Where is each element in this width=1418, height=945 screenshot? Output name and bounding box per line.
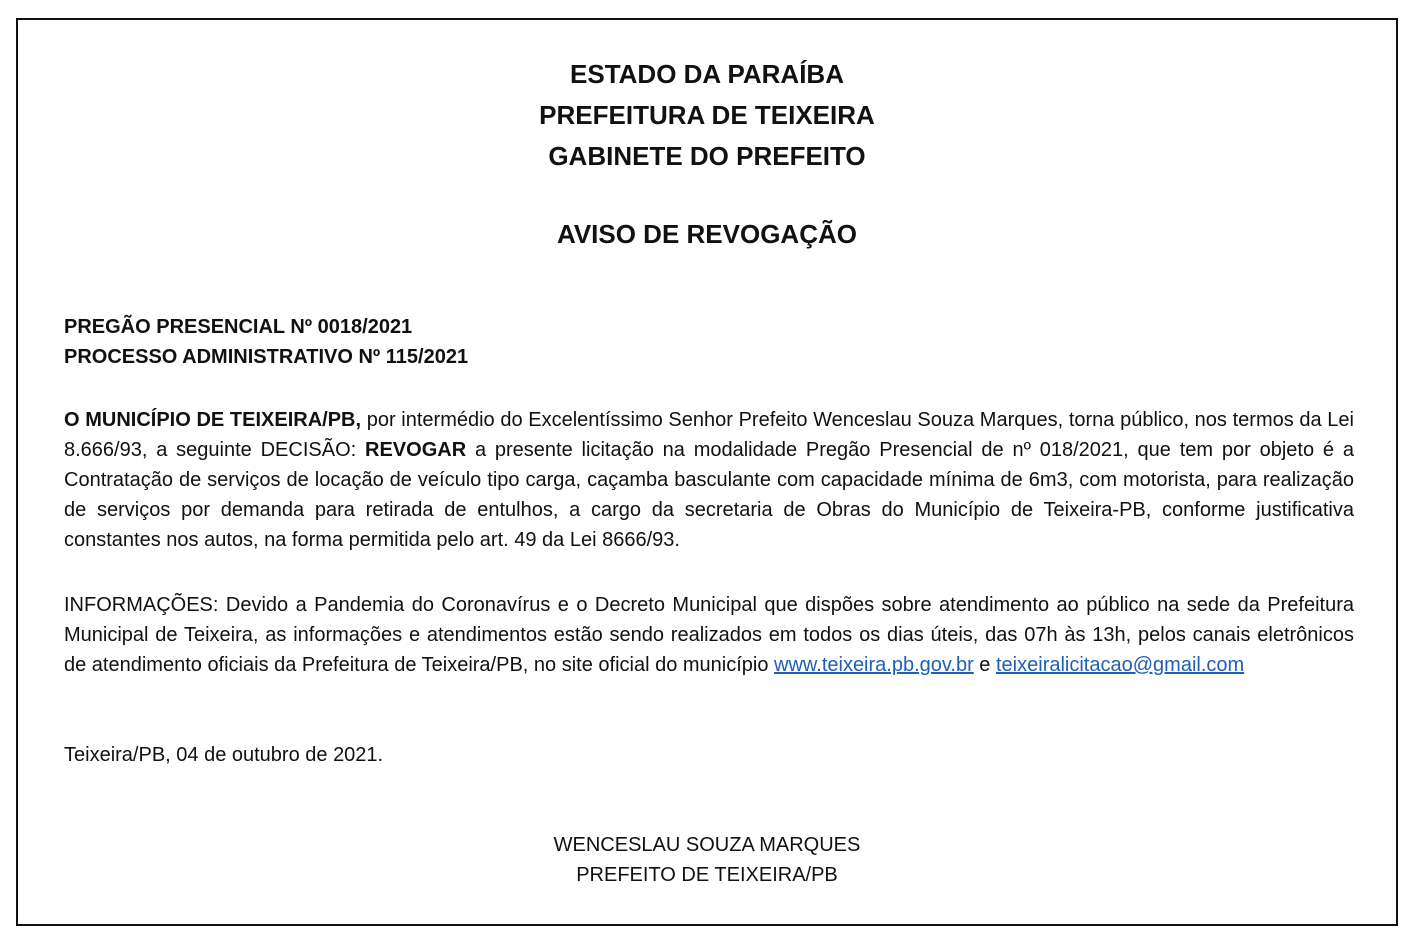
header-office: GABINETE DO PREFEITO [548, 141, 866, 171]
decision-text-1: por intermédio do Excelentíssimo Senhor Prefeito Wenceslau Souza Marques, torna público, nos termos da Lei 8.666/93, a seguinte DECISÃO: [64, 409, 1354, 461]
pregao-reference: PREGÃO PRESENCIAL Nº 0018/2021 [64, 316, 413, 338]
decision-subject: O MUNICÍPIO DE TEIXEIRA/PB, [64, 409, 362, 431]
notice-title: AVISO DE REVOGAÇÃO [556, 219, 857, 249]
document-header [18, 54, 1396, 177]
document-frame [16, 18, 1398, 926]
header-city-hall: PREFEITURA DE TEIXEIRA [539, 100, 875, 130]
email-link[interactable]: teixeiralicitacao@gmail.com [996, 654, 1245, 676]
information-text: INFORMAÇÕES: Devido a Pandemia do Coronavírus e o Decreto Municipal que dispões sobre atendimento ao público na sede da Prefeitura Municipal de Teixeira, as informações e atendimentos estão sendo realizados em todos os dias úteis, das 07h às 13h, pelos canais eletrônicos de atendimento oficiais da Prefeitura de Teixeira/PB, no site oficial do município [64, 594, 1354, 676]
signature-name: WENCESLAU SOUZA MARQUES [553, 834, 861, 856]
information-connector: e [973, 654, 996, 676]
information-paragraph [64, 590, 1354, 680]
decision-text-2: a presente licitação na modalidade Pregão Presencial de nº 018/2021, que tem por objeto é a Contratação de serviços de locação de veículo tipo carga, caçamba basculante com capacidade mínima de 6m3, com motorista, para realização de serviços por demanda para retirada de entulhos, a cargo da secretaria de Obras do Município de Teixeira-PB, conforme justificativa constantes nos autos, na forma permitida pelo art. 49 da Lei 8666/93. [64, 439, 1354, 551]
website-link[interactable]: www.teixeira.pb.gov.br [774, 654, 974, 676]
signature-role: PREFEITO DE TEIXEIRA/PB [576, 864, 838, 886]
processo-reference: PROCESSO ADMINISTRATIVO Nº 115/2021 [64, 346, 469, 368]
date-line: Teixeira/PB, 04 de outubro de 2021. [64, 744, 384, 766]
decision-action: REVOGAR [365, 439, 467, 461]
references-block [64, 312, 1354, 372]
decision-paragraph [64, 405, 1354, 555]
header-state: ESTADO DA PARAÍBA [570, 59, 844, 89]
signature-block [18, 830, 1396, 890]
